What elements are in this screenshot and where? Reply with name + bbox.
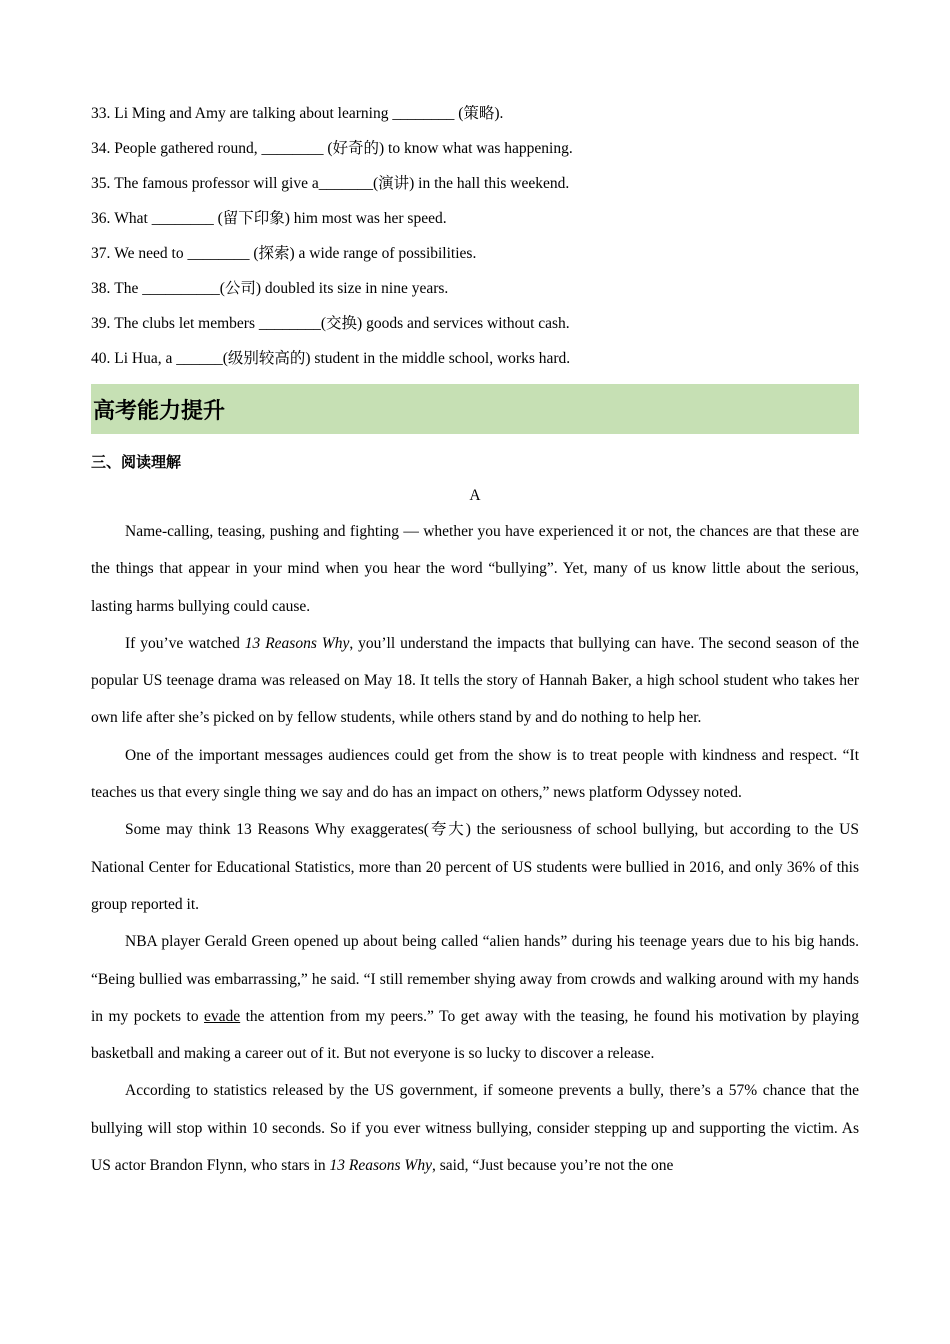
question-36: 36. What ________ (留下印象) him most was her speed.: [91, 210, 447, 227]
section-banner: 高考能力提升: [91, 384, 859, 434]
question-33: 33. Li Ming and Amy are talking about learning ________ (策略).: [91, 105, 504, 122]
show-title: 13 Reasons Why: [244, 634, 350, 652]
paragraph-2: If you’ve watched 13 Reasons Why, you’ll understand the impacts that bullying can have. The second season of the popular US teenage drama was released on May 18. It tells the story of Hannah Baker, a high school student who takes her own life after she’s picked on by fellow students, while others stand by and do nothing to help her.: [91, 634, 860, 727]
passage-title: A: [469, 487, 481, 504]
paragraph-4: Some may think 13 Reasons Why exaggerates(夸大) the seriousness of school bullying, but according to the US National Center for Educational Statistics, more than 20 percent of US students were bullied in 2016, and only 36% of this group reported it.: [91, 821, 859, 913]
question-34: 34. People gathered round, ________ (好奇的) to know what was happening.: [91, 140, 573, 157]
paragraph-3: One of the important messages audiences could get from the show is to treat people with kindness and respect. “It teaches us that every single thing we say and do has an impact on others,” news platform Odyssey noted.: [91, 746, 859, 802]
question-38: 38. The __________(公司) doubled its size in nine years.: [91, 280, 449, 297]
question-39: 39. The clubs let members ________(交换) goods and services without cash.: [91, 315, 570, 332]
paragraph-5: NBA player Gerald Green opened up about being called “alien hands” during his teenage years due to his big hands. “Being bullied was embarrassing,” he said. “I still remember shying away from crowds and walking around with my hands in my pockets to evade the attention from my peers.” To get away with the teasing, he found his motivation by playing basketball and making a career out of it. But not everyone is so lucky to discover a release.: [91, 933, 859, 1063]
part-heading: 三、阅读理解: [91, 453, 182, 471]
paragraph-6: According to statistics released by the US government, if someone prevents a bully, there’s a 57% chance that the bullying will stop within 10 seconds. So if you ever witness bullying, consider stepping up and supporting the victim. As US actor Brandon Flynn, who stars in 13 Reasons Why, said, “Just because you’re not the one: [91, 1082, 859, 1175]
question-37: 37. We need to ________ (探索) a wide range of possibilities.: [91, 245, 477, 262]
question-35: 35. The famous professor will give a_______(演讲) in the hall this weekend.: [91, 175, 570, 192]
question-40: 40. Li Hua, a ______(级别较高的) student in the middle school, works hard.: [91, 350, 571, 367]
document-page: [91, 96, 859, 1184]
underlined-word: evade: [204, 1007, 241, 1025]
show-title: 13 Reasons Why: [329, 1157, 432, 1175]
paragraph-1: Name-calling, teasing, pushing and fighting — whether you have experienced it or not, the chances are that these are the things that appear in your mind when you hear the word “bullying”. Yet, many of us know little about the serious, lasting harms bullying could cause.: [91, 523, 859, 615]
